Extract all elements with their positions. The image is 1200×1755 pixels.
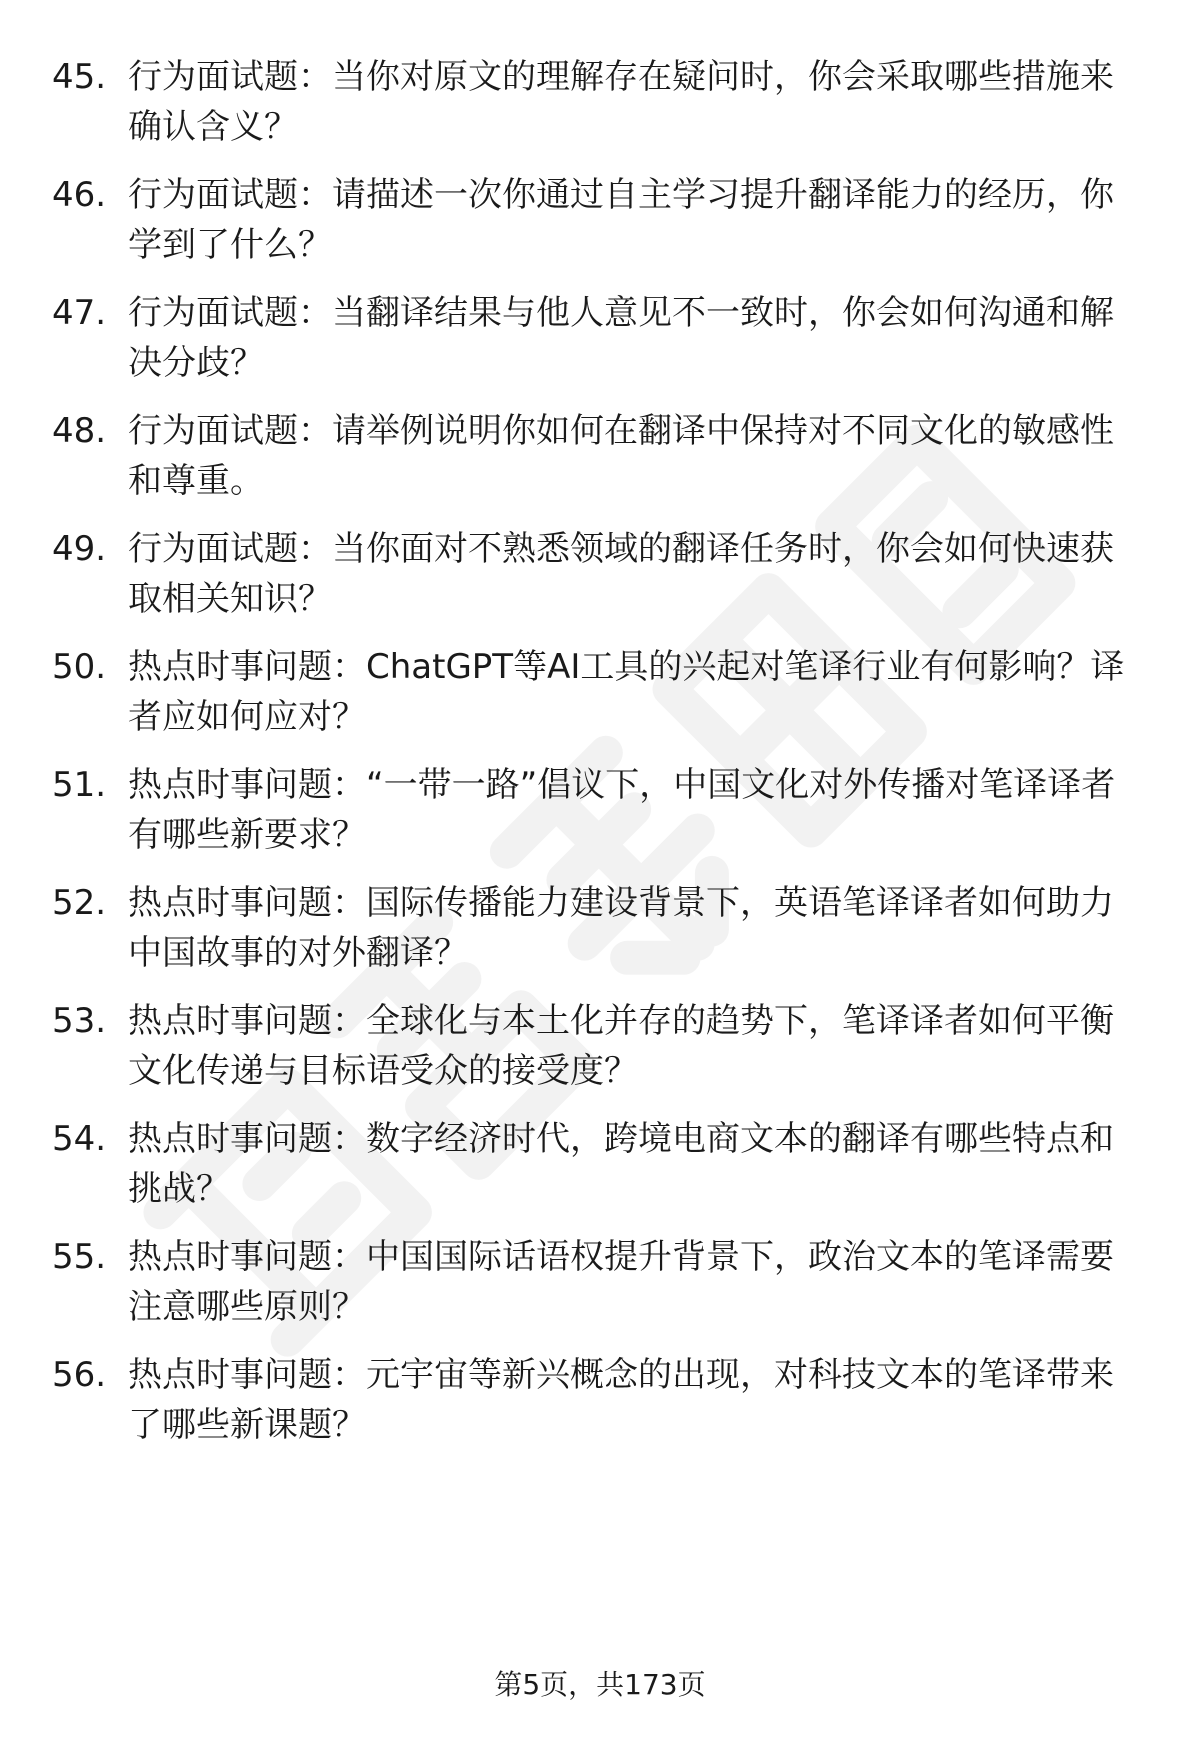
question-number: 52. (52, 883, 107, 923)
question-number: 50. (52, 647, 107, 687)
question-number: 48. (52, 411, 107, 451)
question-text: 热点时事问题：元宇宙等新兴概念的出现，对科技文本的笔译带来了哪些新课题？ (128, 1355, 1114, 1445)
question-text: 行为面试题：请举例说明你如何在翻译中保持对不同文化的敏感性和尊重。 (128, 411, 1114, 501)
question-number: 46. (52, 175, 107, 215)
question-number: 53. (52, 1001, 107, 1041)
question-number: 55. (52, 1237, 107, 1277)
question-number: 49. (52, 529, 107, 569)
page-footer: 第5页，共173页 (494, 1668, 706, 1701)
question-text: 热点时事问题：国际传播能力建设背景下，英语笔译译者如何助力中国故事的对外翻译？ (128, 883, 1114, 973)
question-text: 行为面试题：请描述一次你通过自主学习提升翻译能力的经历，你学到了什么？ (128, 175, 1114, 265)
question-text: 热点时事问题：数字经济时代，跨境电商文本的翻译有哪些特点和挑战？ (128, 1119, 1114, 1209)
question-text: 行为面试题：当翻译结果与他人意见不一致时，你会如何沟通和解决分歧？ (128, 293, 1114, 383)
question-text: 行为面试题：当你面对不熟悉领域的翻译任务时，你会如何快速获取相关知识？ (128, 529, 1114, 619)
question-text: 行为面试题：当你对原文的理解存在疑问时，你会采取哪些措施来确认含义？ (128, 57, 1114, 147)
question-text: 热点时事问题：全球化与本土化并存的趋势下，笔译译者如何平衡文化传递与目标语受众的接受度？ (128, 1001, 1114, 1091)
question-text: 热点时事问题：ChatGPT等AI工具的兴起对笔译行业有何影响？译者应如何应对？ (128, 647, 1125, 737)
question-text: 热点时事问题：中国国际话语权提升背景下，政治文本的笔译需要注意哪些原则？ (128, 1237, 1114, 1327)
question-number: 54. (52, 1119, 107, 1159)
question-text: 热点时事问题：“一带一路”倡议下，中国文化对外传播对笔译译者有哪些新要求？ (128, 765, 1116, 855)
question-number: 47. (52, 293, 107, 333)
question-number: 45. (52, 57, 107, 97)
question-number: 56. (52, 1355, 107, 1395)
question-number: 51. (52, 765, 107, 805)
